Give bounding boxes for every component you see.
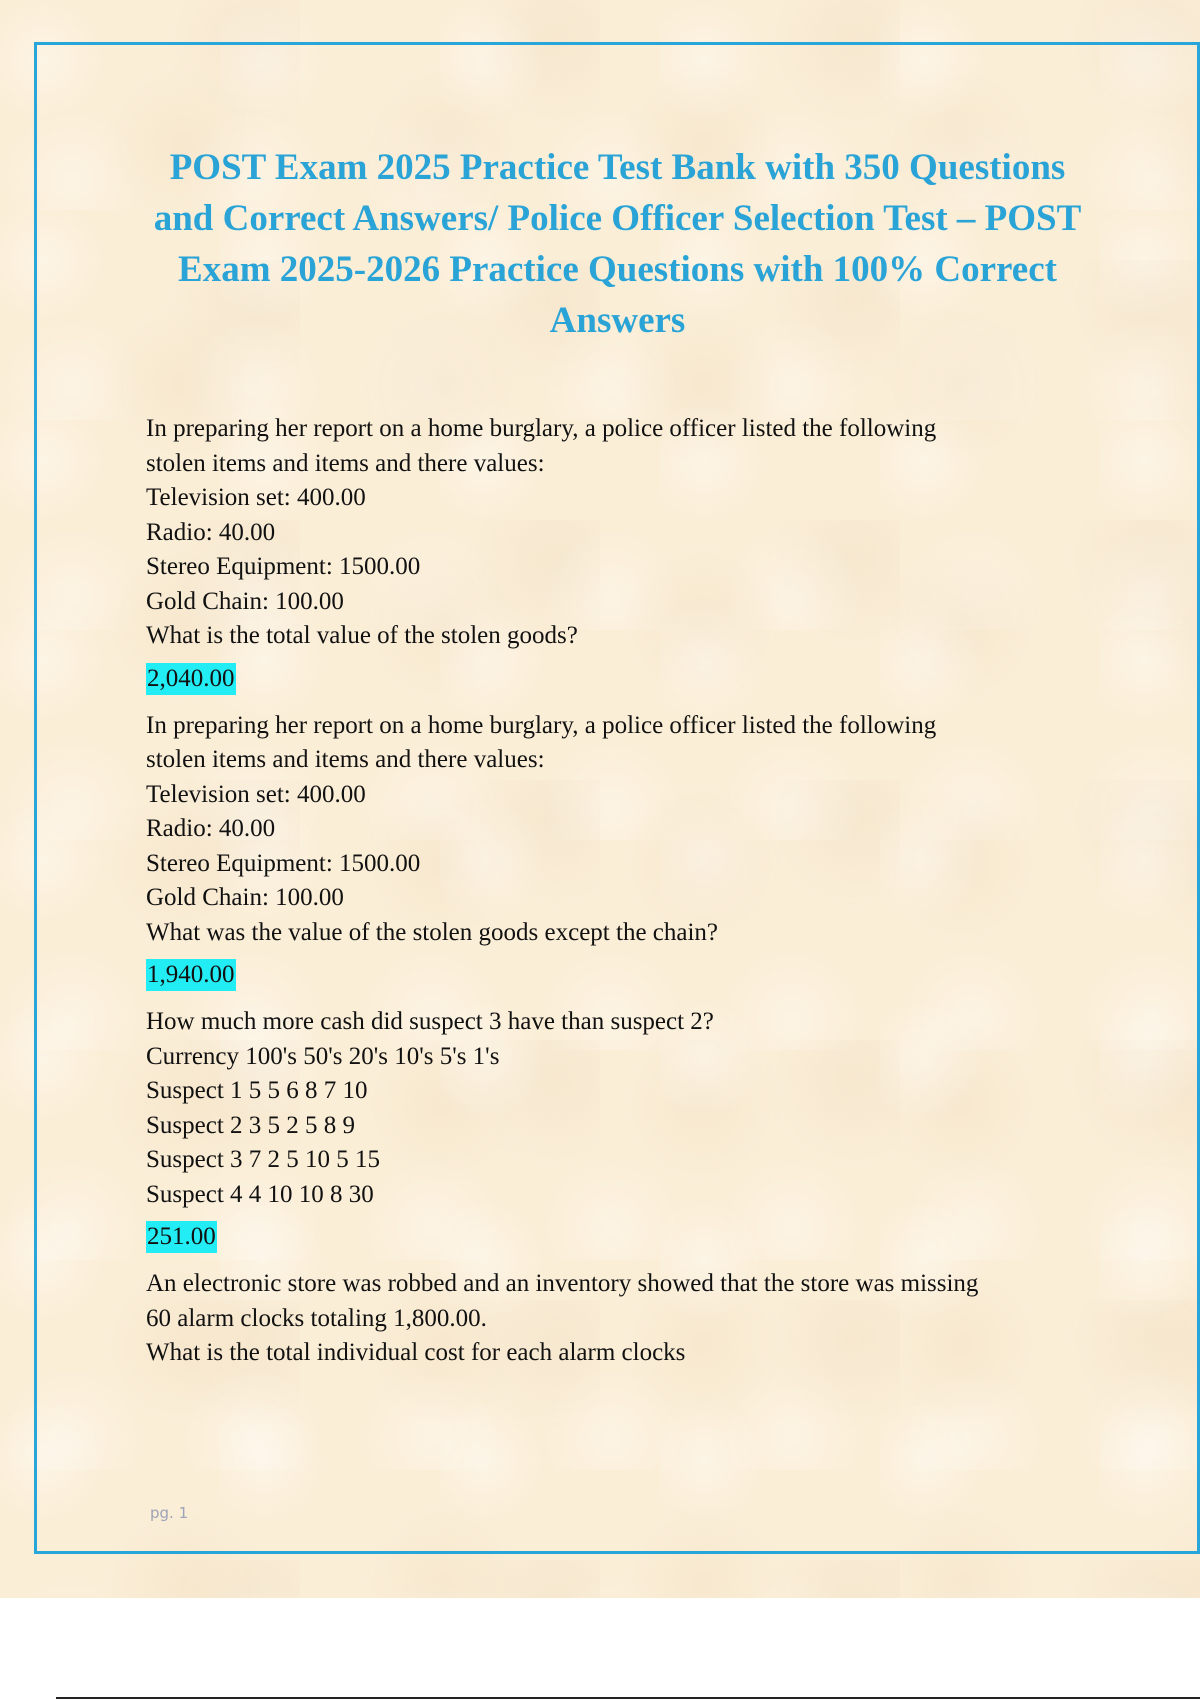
question-line: What was the value of the stolen goods except the chain?: [146, 918, 719, 946]
question-line: Suspect 3 7 2 5 10 5 15: [146, 1146, 381, 1173]
question-line: Suspect 1 5 5 6 8 7 10: [146, 1077, 368, 1104]
questions-container: [146, 412, 1106, 1371]
question-line: In preparing her report on a home burglary, a police officer listed the following: [146, 711, 937, 739]
question-block: [146, 1005, 1106, 1267]
answer-highlight: 251.00: [146, 1221, 217, 1253]
question-line: What is the total individual cost for each alarm clocks: [146, 1339, 686, 1366]
document-title: POST Exam 2025 Practice Test Bank with 350 Questions and Correct Answers/ Police Officer Selection Test – POST Exam 2025-2026 Practice Questions with 100% Correct Answers: [153, 147, 1082, 341]
question-line: Currency 100's 50's 20's 10's 5's 1's: [146, 1042, 500, 1070]
question-line: Television set: 400.00: [146, 484, 366, 511]
question-line: Television set: 400.00: [146, 780, 366, 808]
question-line: Suspect 4 4 10 10 8 30: [146, 1180, 374, 1208]
question-line: In preparing her report on a home burglary, a police officer listed the following: [146, 415, 937, 442]
answer-highlight: 1,940.00: [146, 959, 236, 991]
question-block: [146, 709, 1106, 1006]
question-line: Gold Chain: 100.00: [146, 884, 344, 911]
question-line: An electronic store was robbed and an inventory showed that the store was missing: [146, 1270, 979, 1297]
question-line: How much more cash did suspect 3 have than suspect 2?: [146, 1008, 714, 1035]
question-block: [146, 412, 1106, 709]
question-line: stolen items and items and there values:: [146, 449, 545, 477]
question-line: Stereo Equipment: 1500.00: [146, 849, 421, 877]
question-line: 60 alarm clocks totaling 1,800.00.: [146, 1304, 487, 1332]
footer-divider: [56, 1697, 1200, 1699]
question-line: Radio: 40.00: [146, 518, 276, 546]
question-line: Gold Chain: 100.00: [146, 587, 344, 615]
question-block: [146, 1267, 1106, 1371]
question-line: Suspect 2 3 5 2 5 8 9: [146, 1111, 356, 1139]
question-line: stolen items and items and there values:: [146, 746, 545, 773]
question-line: Stereo Equipment: 1500.00: [146, 553, 421, 580]
answer-highlight: 2,040.00: [146, 663, 236, 695]
question-line: What is the total value of the stolen goods?: [146, 622, 578, 649]
question-line: Radio: 40.00: [146, 815, 276, 842]
page-number: pg. 1: [150, 1504, 189, 1522]
